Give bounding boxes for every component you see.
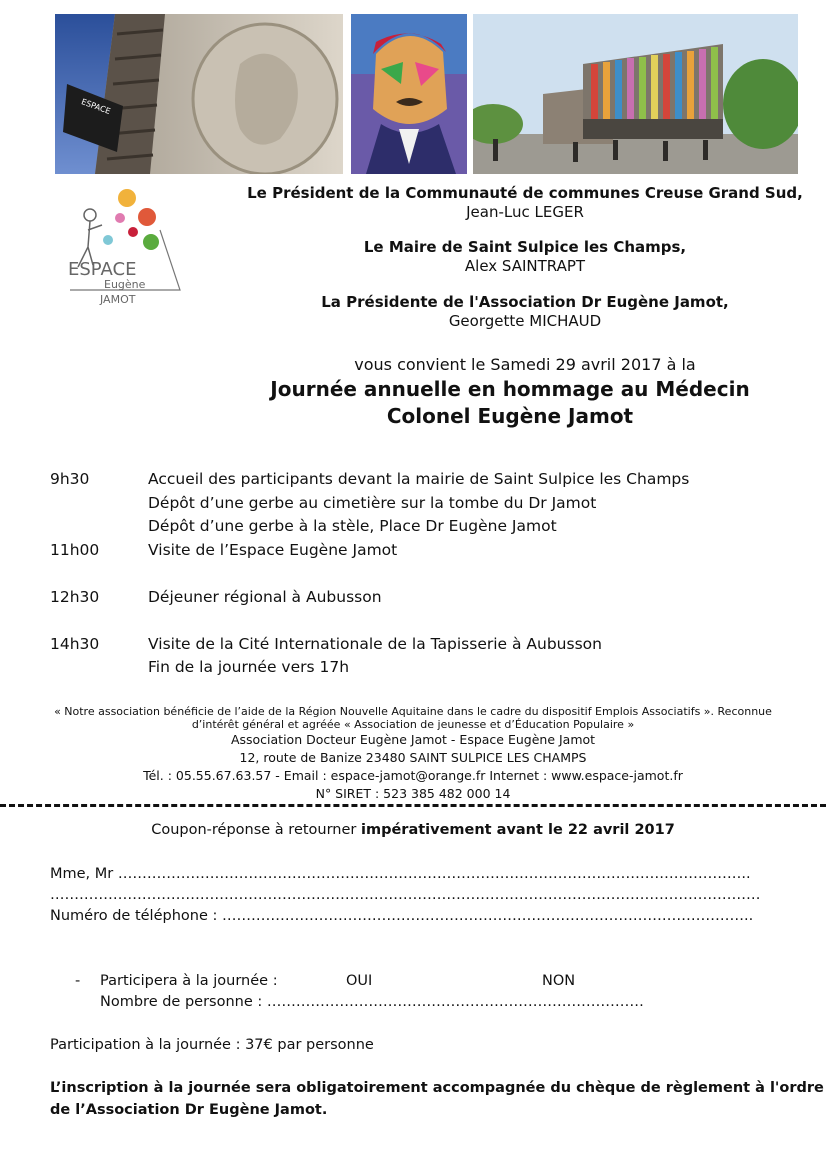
coupon-heading [0, 822, 826, 838]
coupon-deadline: impérativement avant le 22 avril 2017 [361, 822, 675, 838]
schedule-line: Visite de l’Espace Eugène Jamot [148, 541, 398, 559]
photo-portrait-painting [351, 14, 467, 174]
logo-text-espace: ESPACE [68, 259, 137, 280]
schedule-time: 14h30 [50, 635, 100, 653]
name-field[interactable]: Mme, Mr ………………………………………………………………………………………………………………….. [50, 866, 751, 882]
address-block [0, 731, 826, 803]
sign-text: ESPACE [80, 97, 112, 117]
logo-text-eugene: Eugène [104, 278, 146, 291]
schedule-line: Visite de la Cité Internationale de la Tapisserie à Aubusson [148, 635, 602, 653]
photo-building [473, 14, 798, 174]
address-line: 12, route de Banize 23480 SAINT SULPICE LES CHAMPS [239, 750, 587, 765]
schedule-time: 11h00 [50, 541, 100, 559]
host-title: Le Maire de Saint Sulpice les Champs, [363, 238, 687, 256]
host-name: Alex SAINTRAPT [464, 257, 586, 275]
host-name: Jean-Luc LEGER [466, 203, 584, 221]
fee-text: Participation à la journée : 37€ par personne [50, 1037, 374, 1053]
registration-note-line-2: de l’Association Dr Eugène Jamot. [50, 1102, 328, 1118]
espace-jamot-logo [60, 185, 190, 310]
name-field-line-2[interactable]: ………………………………………………………………………………………………………………………………… [50, 887, 761, 903]
host-name: Georgette MICHAUD [448, 312, 602, 330]
event-title-line-2: Colonel Eugène Jamot [386, 404, 634, 428]
notice-line-1: « Notre association bénéficie de l’aide de la Région Nouvelle Aquitaine dans le cadre du dispositif Emplois Associatifs ». Reconnue [54, 705, 772, 718]
phone-field[interactable]: Numéro de téléphone : ……………………………………………………………………………………………….. [50, 908, 754, 924]
bullet: - [75, 973, 81, 989]
siret-line: N° SIRET : 523 385 482 000 14 [315, 786, 511, 801]
event-title-line-1: Journée annuelle en hommage au Médecin [270, 377, 750, 401]
attend-yes-option[interactable]: OUI [346, 973, 373, 989]
association-notice [0, 705, 826, 731]
logo-text-jamot: JAMOT [100, 293, 136, 306]
photo-museum-sign [55, 14, 343, 174]
cut-line [0, 804, 826, 807]
schedule-time: 12h30 [50, 588, 100, 606]
address-line: Association Docteur Eugène Jamot - Espace Eugène Jamot [230, 732, 596, 747]
schedule-line: Accueil des participants devant la mairie de Saint Sulpice les Champs [148, 470, 690, 488]
schedule-time: 9h30 [50, 470, 90, 488]
host-association [230, 293, 820, 331]
attend-no-option[interactable]: NON [542, 973, 576, 989]
notice-line-2: d’intérêt général et agréée « Association de jeunesse et d’Éducation Populaire » [191, 718, 635, 731]
attend-label: Participera à la journée : [100, 973, 278, 989]
schedule-line: Dépôt d’une gerbe au cimetière sur la tombe du Dr Jamot [148, 494, 597, 512]
invite-line: vous convient le Samedi 29 avril 2017 à la [354, 355, 696, 374]
host-title: La Présidente de l'Association Dr Eugène Jamot, [321, 293, 729, 311]
host-title: Le Président de la Communauté de communes Creuse Grand Sud, [247, 184, 803, 202]
schedule-line: Déjeuner régional à Aubusson [148, 588, 382, 606]
people-count-field[interactable]: Nombre de personne : …………………………………………………………………… [100, 994, 644, 1010]
schedule-line: Dépôt d’une gerbe à la stèle, Place Dr Eugène Jamot [148, 517, 557, 535]
host-mayor [230, 238, 820, 276]
contact-line: Tél. : 05.55.67.63.57 - Email : espace-jamot@orange.fr Internet : www.espace-jamot.fr [143, 768, 683, 783]
host-president [230, 184, 820, 222]
schedule-line: Fin de la journée vers 17h [148, 658, 350, 676]
registration-note-line-1: L’inscription à la journée sera obligatoirement accompagnée du chèque de règlement à l'ordre [50, 1080, 824, 1096]
coupon-heading-text: Coupon-réponse à retourner [151, 822, 361, 838]
